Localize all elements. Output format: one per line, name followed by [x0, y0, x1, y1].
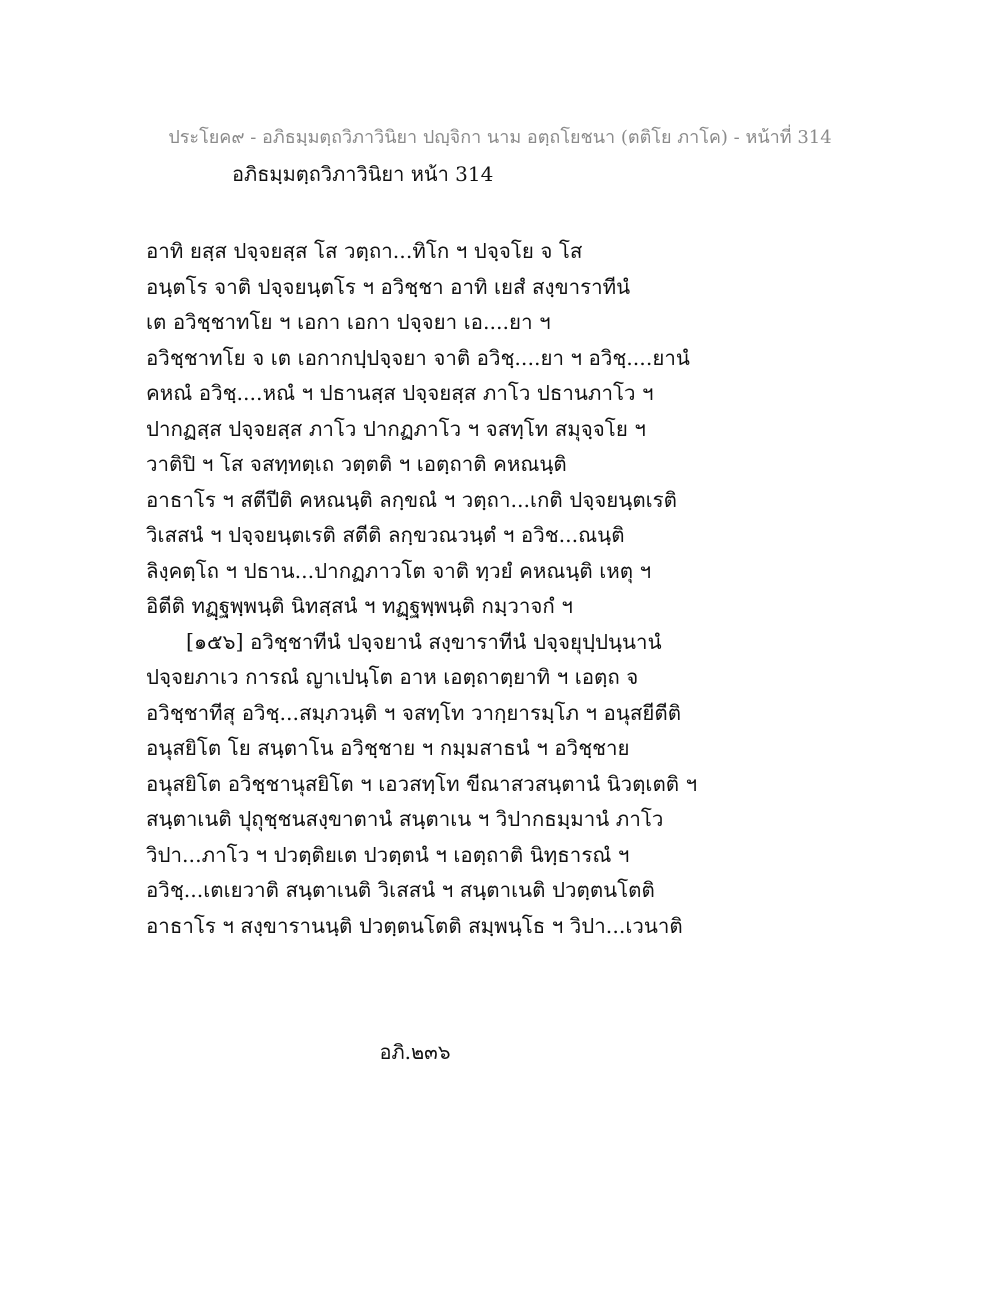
text-line: เต อวิชฺชาทโย ฯ เอกา เอกา ปจฺจยา เอ....ยา ฯ	[146, 310, 551, 334]
text-line: ปากฏสฺส ปจฺจยสฺส ภาโว ปากฏภาโว ฯ จสทฺโท สมุจฺจโย ฯ	[146, 416, 646, 441]
text-line: อวิชฺชาทีสุ อวิชฺ...สมฺภวนฺติ ฯ จสทฺโท วากฺยารมฺโภ ฯ อนุสยีตีติ	[146, 700, 682, 725]
text-line: ลิงฺคตฺโถ ฯ ปธาน...ปากฏภาวโต จาติ ทฺวยํ คหณนฺติ เหตุ ฯ	[146, 558, 652, 583]
text-line: วิปา...ภาโว ฯ ปวตฺติยเต ปวตฺตนํ ฯ เอตฺถาติ นิทฺธารณํ ฯ	[146, 842, 630, 867]
text-line: อนุสยิโต อวิชฺชานุสยิโต ฯ เอวสทฺโท ขีณาสวสนฺตานํ นิวตฺเตติ ฯ	[146, 771, 698, 796]
text-line: อนฺตโร จาติ ปจฺจยนฺตโร ฯ อวิชฺชา อาทิ เยสํ สงฺขาราทีนํ	[146, 274, 631, 299]
text-line: วาติปิ ฯ โส จสทฺทตฺเถ วตฺตติ ฯ เอตฺถาติ คหณนฺติ	[146, 452, 567, 476]
text-line: สนฺตาเนติ ปุถุชฺชนสงฺขาตานํ สนฺตาเน ฯ วิปากธมฺมานํ ภาโว	[146, 807, 664, 831]
text-line: อาทิ ยสฺส ปจฺจยสฺส โส วตฺถา...ทิโก ฯ ปจฺจโย จ โส	[146, 239, 583, 263]
text-line: คหณํ อวิชฺ....หณํ ฯ ปธานสฺส ปจฺจยสฺส ภาโว ปธานภาโว ฯ	[146, 381, 654, 405]
text-line: อนุสยิโต โย สนฺตาโน อวิชฺชาย ฯ กมฺมสาธนํ ฯ อวิชฺชาย	[146, 736, 630, 760]
page-title: อภิธมฺมตฺถวิภาวินิยา หน้า 314	[232, 162, 494, 186]
text-line: อวิชฺชาทโย จ เต เอกากปฺปจฺจยา จาติ อวิชฺ....ยา ฯ อวิชฺ....ยานํ	[146, 345, 690, 370]
running-header-text: ประโยค๙ - อภิธมฺมตฺถวิภาวินิยา ปญฺจิกา นาม อตฺถโยชนา (ตติโย ภาโค) - หน้าที่ 314	[168, 127, 832, 148]
paragraph-start-line: [๑๕๖] อวิชฺชาทีนํ ปจฺจยานํ สงฺขาราทีนํ ปจฺจยุปฺปนฺนานํ	[186, 629, 662, 654]
page-signature: อภิ.๒๓๖	[379, 1040, 451, 1064]
running-header	[0, 122, 1000, 151]
text-line: วิเสสนํ ฯ ปจฺจยนฺตเรติ สตีติ ลกฺขวณวนฺตํ ฯ อวิช...ณนฺติ	[146, 523, 625, 547]
text-line: อิตีติ ทฏฺฐพฺพนฺติ นิทสฺสนํ ฯ ทฏฺฐพฺพนฺติ กมฺวาจกํ ฯ	[146, 594, 573, 618]
text-line: ปจฺจยภาเว การณํ ญาเปนฺโต อาห เอตฺถาตฺยาทิ ฯ เอตฺถ จ	[146, 665, 639, 689]
text-line: อวิชฺ...เตเยวาติ สนฺตาเนติ วิเสสนํ ฯ สนฺตาเนติ ปวตฺตนโตติ	[146, 878, 655, 902]
text-line: อาธาโร ฯ สงฺขารานนฺติ ปวตฺตนโตติ สมฺพนฺโธ ฯ วิปา...เวนาติ	[146, 913, 683, 938]
body-text	[146, 234, 706, 944]
text-line: อาธาโร ฯ สตีปีติ คหณนฺติ ลกฺขณํ ฯ วตฺถา...เกติ ปจฺจยนฺตเรติ	[146, 487, 677, 512]
